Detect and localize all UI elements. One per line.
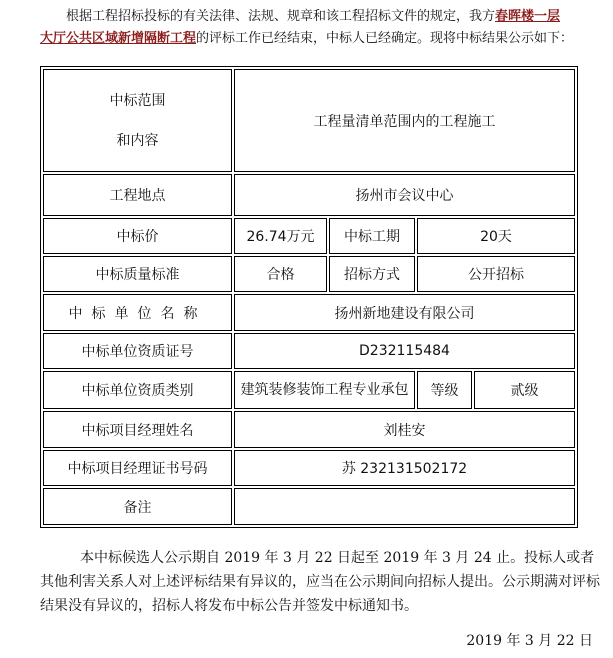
method-value: 公开招标 xyxy=(417,256,575,292)
intro-suffix: 的评标工作已经结束，中标人已经确定。现将中标结果公示如下： xyxy=(196,31,574,46)
project-name-part-2: 大厅公共区域新增隔断工程 xyxy=(40,31,197,46)
method-label: 招标方式 xyxy=(329,256,415,292)
intro-prefix: 根据工程招标投标的有关法律、法规、规章和该工程招标文件的规定，我方 xyxy=(66,9,496,24)
scope-label-line-2: 和内容 xyxy=(116,132,159,149)
grade-label: 等级 xyxy=(417,371,472,409)
manager-value: 刘桂安 xyxy=(234,411,575,448)
remark-label: 备注 xyxy=(43,488,232,525)
intro-line-2 xyxy=(40,28,610,50)
cert-type-label: 中标单位资质类别 xyxy=(43,371,232,409)
bidder-value: 扬州新地建设有限公司 xyxy=(234,294,575,331)
cert-no-label: 中标单位资质证号 xyxy=(43,333,232,369)
row-bidder xyxy=(43,294,575,331)
notice-date: 2019 年 3 月 22 日 xyxy=(466,633,593,649)
quality-value: 合格 xyxy=(234,256,327,292)
location-label: 工程地点 xyxy=(43,174,232,216)
price-label: 中标价 xyxy=(43,218,232,254)
period-value: 20天 xyxy=(417,218,575,254)
remark-value xyxy=(234,488,575,525)
bidder-label: 中标单位名称 xyxy=(43,294,232,331)
intro-line-1 xyxy=(40,6,610,28)
row-remark xyxy=(43,488,575,525)
scope-label-line-1: 中标范围 xyxy=(109,92,166,109)
manager-label: 中标项目经理姓名 xyxy=(43,411,232,448)
row-quality xyxy=(43,256,575,292)
cert-no-value: D232115484 xyxy=(234,333,575,369)
notice-text: 本中标候选人公示期自 2019 年 3 月 22 日起至 2019 年 3 月 24 止。投标人或者其他利害关系人对上述评标结果有异议的，应当在公示期间向招标人提出。公示期满对评标结果没有异议的，招标人将发布中标公告并签发中标通知书。 xyxy=(40,550,600,614)
row-price xyxy=(43,218,575,254)
quality-label: 中标质量标准 xyxy=(43,256,232,292)
intro-paragraph xyxy=(40,6,610,50)
row-location xyxy=(43,174,575,216)
project-name-part-1: 春晖楼一层 xyxy=(495,9,561,24)
row-cert-type xyxy=(43,371,575,409)
row-scope xyxy=(43,69,575,172)
grade-value: 贰级 xyxy=(474,371,575,409)
row-cert-no xyxy=(43,333,575,369)
period-label: 中标工期 xyxy=(329,218,415,254)
award-result-table xyxy=(40,66,578,528)
location-value: 扬州市会议中心 xyxy=(234,174,575,216)
row-manager xyxy=(43,411,575,448)
manager-cert-label: 中标项目经理证书号码 xyxy=(43,450,232,486)
manager-cert-value: 苏 232131502172 xyxy=(234,450,575,486)
scope-value: 工程量清单范围内的工程施工 xyxy=(234,69,575,172)
scope-label xyxy=(43,69,232,172)
cert-type-value: 建筑装修装饰工程专业承包 xyxy=(234,371,415,409)
notice-paragraph xyxy=(40,546,600,618)
price-value: 26.74万元 xyxy=(234,218,327,254)
row-manager-cert xyxy=(43,450,575,486)
